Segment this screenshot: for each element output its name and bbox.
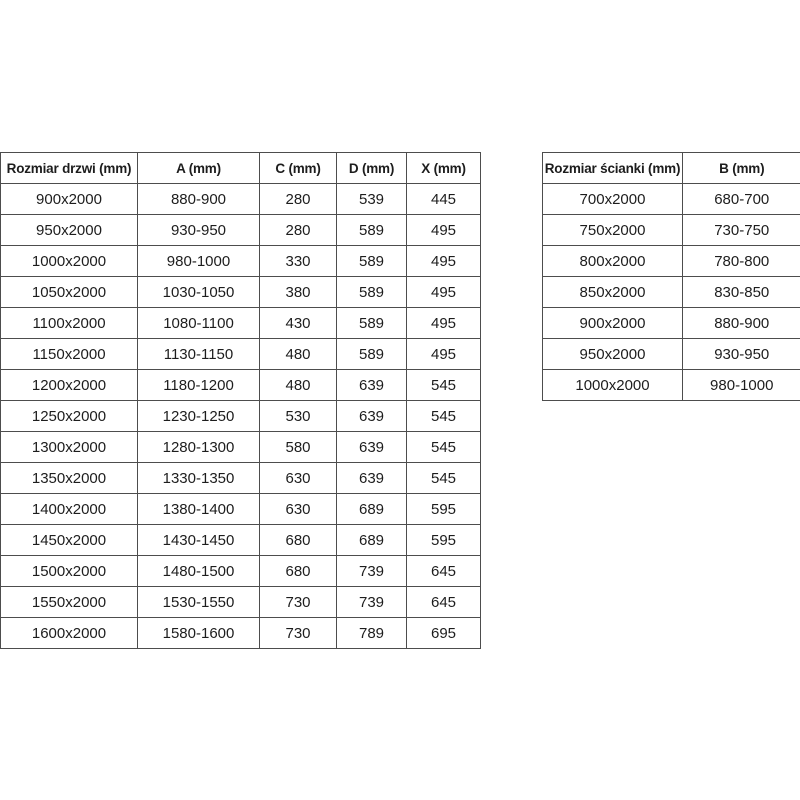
table-cell: 595 <box>407 494 481 525</box>
column-header: A (mm) <box>138 153 260 184</box>
table-cell: 530 <box>260 401 337 432</box>
table-cell: 480 <box>260 370 337 401</box>
table-cell: 830-850 <box>683 277 800 308</box>
table-row <box>1 308 481 339</box>
table-cell: 1500x2000 <box>1 556 138 587</box>
door-size-table <box>0 152 481 649</box>
table-cell: 930-950 <box>138 215 260 246</box>
table-cell: 780-800 <box>683 246 800 277</box>
table-row <box>1 618 481 649</box>
table-cell: 700x2000 <box>543 184 683 215</box>
table-cell: 1280-1300 <box>138 432 260 463</box>
table-cell: 430 <box>260 308 337 339</box>
table-cell: 1050x2000 <box>1 277 138 308</box>
column-header: B (mm) <box>683 153 800 184</box>
table-cell: 789 <box>337 618 407 649</box>
table-cell: 930-950 <box>683 339 800 370</box>
table-cell: 330 <box>260 246 337 277</box>
table-row <box>543 184 800 215</box>
table-cell: 589 <box>337 277 407 308</box>
table-cell: 280 <box>260 215 337 246</box>
table-cell: 1580-1600 <box>138 618 260 649</box>
table-cell: 680 <box>260 556 337 587</box>
table-cell: 1430-1450 <box>138 525 260 556</box>
table-cell: 1080-1100 <box>138 308 260 339</box>
table-cell: 880-900 <box>683 308 800 339</box>
table-cell: 800x2000 <box>543 246 683 277</box>
table-row <box>1 494 481 525</box>
table-cell: 730 <box>260 618 337 649</box>
table-cell: 980-1000 <box>138 246 260 277</box>
table-cell: 1180-1200 <box>138 370 260 401</box>
table-cell: 739 <box>337 587 407 618</box>
table-row <box>543 246 800 277</box>
table-row <box>543 370 800 401</box>
table-cell: 1000x2000 <box>543 370 683 401</box>
table-cell: 545 <box>407 432 481 463</box>
table-cell: 739 <box>337 556 407 587</box>
table-cell: 630 <box>260 463 337 494</box>
table-cell: 730-750 <box>683 215 800 246</box>
table-cell: 1230-1250 <box>138 401 260 432</box>
table-cell: 1330-1350 <box>138 463 260 494</box>
table-row <box>1 246 481 277</box>
table-row <box>543 339 800 370</box>
table-row <box>1 401 481 432</box>
column-header: Rozmiar ścianki (mm) <box>543 153 683 184</box>
table-row <box>1 277 481 308</box>
table-cell: 645 <box>407 556 481 587</box>
table-cell: 495 <box>407 308 481 339</box>
table-cell: 589 <box>337 308 407 339</box>
table-cell: 1100x2000 <box>1 308 138 339</box>
table-cell: 1030-1050 <box>138 277 260 308</box>
table-cell: 445 <box>407 184 481 215</box>
table-cell: 689 <box>337 525 407 556</box>
table-cell: 639 <box>337 463 407 494</box>
table-row <box>1 370 481 401</box>
table-cell: 639 <box>337 370 407 401</box>
table-cell: 1600x2000 <box>1 618 138 649</box>
table-cell: 1130-1150 <box>138 339 260 370</box>
table-row <box>1 215 481 246</box>
table-cell: 495 <box>407 339 481 370</box>
table-cell: 639 <box>337 401 407 432</box>
table-cell: 730 <box>260 587 337 618</box>
column-header: D (mm) <box>337 153 407 184</box>
table-row <box>1 525 481 556</box>
table-cell: 280 <box>260 184 337 215</box>
table-row <box>1 587 481 618</box>
table-cell: 900x2000 <box>1 184 138 215</box>
table-cell: 495 <box>407 277 481 308</box>
wall-size-table <box>542 152 800 401</box>
table-cell: 1350x2000 <box>1 463 138 494</box>
table-cell: 545 <box>407 370 481 401</box>
column-header: X (mm) <box>407 153 481 184</box>
table-cell: 545 <box>407 401 481 432</box>
table-cell: 595 <box>407 525 481 556</box>
table-row <box>1 339 481 370</box>
table-cell: 589 <box>337 215 407 246</box>
table-cell: 980-1000 <box>683 370 800 401</box>
table-cell: 1550x2000 <box>1 587 138 618</box>
column-header: Rozmiar drzwi (mm) <box>1 153 138 184</box>
table-cell: 495 <box>407 215 481 246</box>
table-cell: 680-700 <box>683 184 800 215</box>
table-row <box>543 308 800 339</box>
table-cell: 639 <box>337 432 407 463</box>
table-row <box>1 463 481 494</box>
table-cell: 1380-1400 <box>138 494 260 525</box>
table-cell: 589 <box>337 246 407 277</box>
table-row <box>1 184 481 215</box>
table-row <box>543 215 800 246</box>
table-cell: 1150x2000 <box>1 339 138 370</box>
table-cell: 1250x2000 <box>1 401 138 432</box>
table-cell: 689 <box>337 494 407 525</box>
table-cell: 1450x2000 <box>1 525 138 556</box>
table-cell: 950x2000 <box>543 339 683 370</box>
table-row <box>543 277 800 308</box>
table-cell: 1300x2000 <box>1 432 138 463</box>
table-cell: 630 <box>260 494 337 525</box>
table-cell: 850x2000 <box>543 277 683 308</box>
table-cell: 539 <box>337 184 407 215</box>
table-cell: 1530-1550 <box>138 587 260 618</box>
table-cell: 580 <box>260 432 337 463</box>
header-row <box>1 153 481 184</box>
table-cell: 880-900 <box>138 184 260 215</box>
table-row <box>1 432 481 463</box>
table-cell: 480 <box>260 339 337 370</box>
table-cell: 1400x2000 <box>1 494 138 525</box>
table-cell: 950x2000 <box>1 215 138 246</box>
table-cell: 900x2000 <box>543 308 683 339</box>
table-cell: 695 <box>407 618 481 649</box>
table-cell: 1480-1500 <box>138 556 260 587</box>
table-row <box>1 556 481 587</box>
table-cell: 589 <box>337 339 407 370</box>
table-cell: 645 <box>407 587 481 618</box>
table-cell: 1000x2000 <box>1 246 138 277</box>
table-cell: 750x2000 <box>543 215 683 246</box>
table-cell: 1200x2000 <box>1 370 138 401</box>
column-header: C (mm) <box>260 153 337 184</box>
header-row <box>543 153 800 184</box>
table-cell: 680 <box>260 525 337 556</box>
table-cell: 380 <box>260 277 337 308</box>
table-cell: 495 <box>407 246 481 277</box>
table-cell: 545 <box>407 463 481 494</box>
